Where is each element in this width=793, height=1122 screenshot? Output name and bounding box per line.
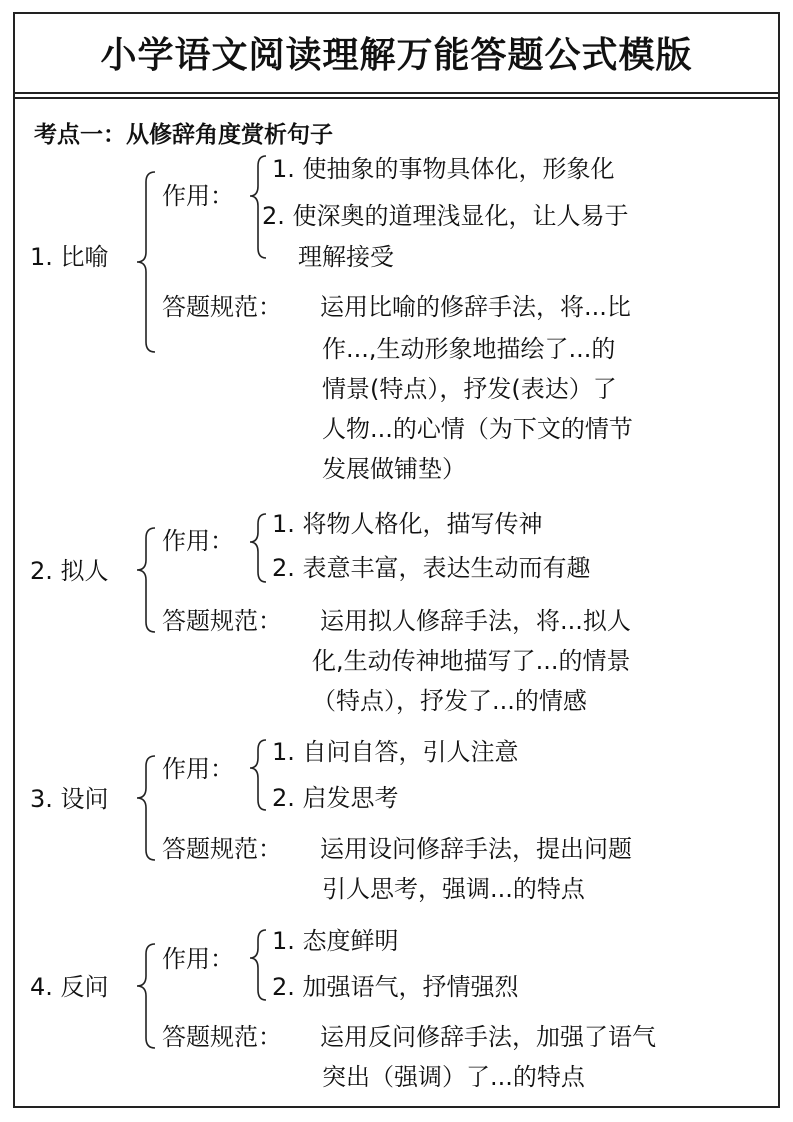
brace-4-main <box>137 944 155 1048</box>
item-4-effect-1: 1. 态度鲜明 <box>272 927 399 955</box>
item-3-answer-line-2: 引人思考，强调...的特点 <box>322 875 585 903</box>
item-2-answer-line-1: 运用拟人修辞手法，将...拟人 <box>320 607 631 635</box>
brace-4-effect <box>250 930 266 1000</box>
brace-2-main <box>137 528 155 632</box>
item-1-answer-label: 答题规范： <box>162 293 282 321</box>
item-1-effect-label: 作用： <box>162 182 234 210</box>
item-2-answer-line-3: （特点），抒发了...的情感 <box>312 687 587 715</box>
brace-2-effect <box>250 514 266 582</box>
item-4-effect-2: 2. 加强语气，抒情强烈 <box>272 973 519 1001</box>
brace-3-effect <box>250 740 266 810</box>
brace-3-main <box>137 756 155 860</box>
item-1-effect-2-cont: 理解接受 <box>298 243 394 271</box>
item-1-effect-2: 2. 使深奥的道理浅显化，让人易于 <box>262 202 629 230</box>
item-2-effect-label: 作用： <box>162 527 234 555</box>
item-1-answer-line-3: 情景(特点），抒发(表达）了 <box>322 375 617 403</box>
item-4-answer-label: 答题规范： <box>162 1023 282 1051</box>
item-1-answer-line-4: 人物...的心情（为下文的情节 <box>322 415 633 443</box>
item-1-label: 1. 比喻 <box>30 243 109 271</box>
item-1-answer-line-1: 运用比喻的修辞手法，将...比 <box>320 293 631 321</box>
item-3-label: 3. 设问 <box>30 785 109 813</box>
page-title: 小学语文阅读理解万能答题公式模版 <box>100 34 693 76</box>
item-1-answer-line-5: 发展做铺垫） <box>322 455 466 483</box>
item-3-effect-2: 2. 启发思考 <box>272 784 399 812</box>
section-title: 考点一：从修辞角度赏析句子 <box>34 122 333 148</box>
item-4-answer-line-1: 运用反问修辞手法，加强了语气 <box>320 1023 656 1051</box>
item-3-effect-label: 作用： <box>162 755 234 783</box>
item-3-answer-label: 答题规范： <box>162 835 282 863</box>
item-3-answer-line-1: 运用设问修辞手法，提出问题 <box>320 835 632 863</box>
item-4-label: 4. 反问 <box>30 973 109 1001</box>
item-3-effect-1: 1. 自问自答，引人注意 <box>272 738 519 766</box>
item-2-effect-2: 2. 表意丰富，表达生动而有趣 <box>272 554 591 582</box>
item-2-answer-line-2: 化,生动传神地描写了...的情景 <box>312 647 631 675</box>
item-1-effect-1: 1. 使抽象的事物具体化，形象化 <box>272 155 615 183</box>
item-1-answer-line-2: 作...,生动形象地描绘了...的 <box>322 335 616 363</box>
brace-1-main <box>137 172 155 352</box>
item-2-effect-1: 1. 将物人格化，描写传神 <box>272 510 543 538</box>
item-2-label: 2. 拟人 <box>30 557 109 585</box>
item-4-answer-line-2: 突出（强调）了...的特点 <box>322 1063 585 1091</box>
item-4-effect-label: 作用： <box>162 945 234 973</box>
item-2-answer-label: 答题规范： <box>162 607 282 635</box>
